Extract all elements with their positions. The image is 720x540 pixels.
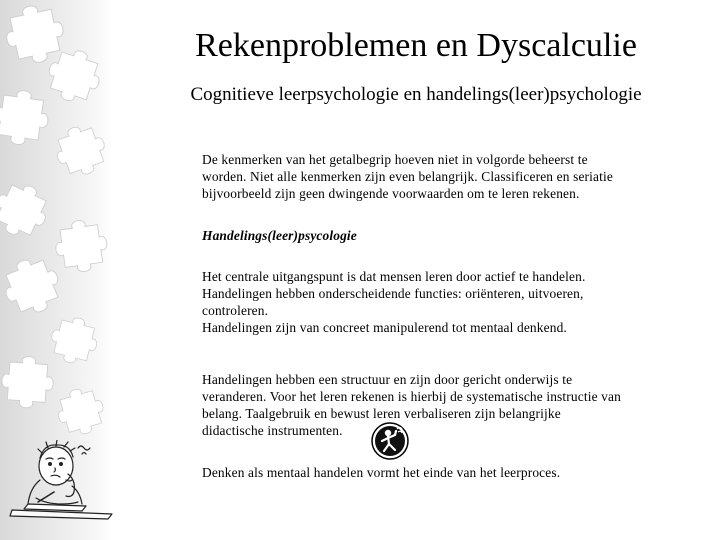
- text-line: Handelingen zijn van concreet manipulerend tot mentaal denkend.: [202, 320, 567, 335]
- slide-title: Rekenproblemen en Dyscalculie: [195, 27, 637, 64]
- text-line: veranderen. Voor het leren rekenen is hierbij de systematische instructie van: [202, 389, 621, 404]
- central-paragraph: [202, 268, 702, 336]
- text-line: controleren.: [202, 303, 269, 318]
- text-line: worden. Niet alle kenmerken zijn even belangrijk. Classificeren en seriatie: [202, 169, 613, 184]
- pondering-child-icon: [8, 440, 118, 520]
- text-line: De kenmerken van het getalbegrip hoeven niet in volgorde beheerst te: [202, 152, 588, 167]
- text-line: Het centrale uitgangspunt is dat mensen leren door actief te handelen.: [202, 269, 586, 284]
- slide-subtitle: Cognitieve leerpsychologie en handelings(leer)psychologie: [190, 84, 642, 105]
- text-line: bijvoorbeeld zijn geen dwingende voorwaarden om te leren rekenen.: [202, 186, 580, 201]
- text-line: Handelingen hebben onderscheidende functies: oriënteren, uitvoeren,: [202, 286, 584, 301]
- thinking-person-icon: [371, 422, 409, 460]
- text-line: didactische instrumenten.: [202, 423, 343, 438]
- intro-paragraph: [202, 151, 702, 202]
- conclusion-paragraph: Denken als mentaal handelen vormt het einde van het leerproces.: [202, 465, 561, 480]
- text-line: belang. Taalgebruik en bewust leren verbaliseren zijn belangrijke: [202, 406, 561, 421]
- section-heading: Handelings(leer)psycologie: [202, 228, 357, 243]
- structure-paragraph: [202, 371, 702, 439]
- text-line: Handelingen hebben een structuur en zijn door gericht onderwijs te: [202, 372, 573, 387]
